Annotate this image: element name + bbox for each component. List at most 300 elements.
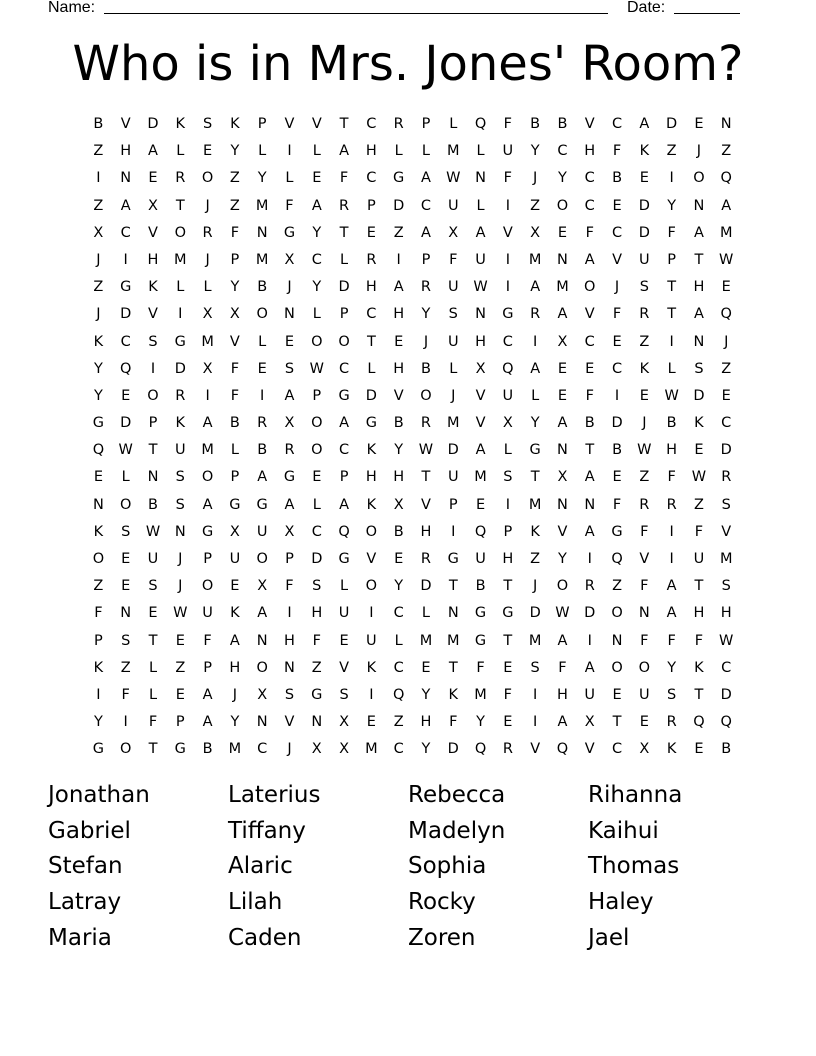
grid-letter[interactable]: W — [446, 170, 461, 187]
grid-letter[interactable]: D — [447, 741, 460, 758]
grid-letter[interactable]: A — [475, 224, 487, 241]
grid-letter[interactable]: C — [339, 360, 350, 377]
grid-letter[interactable]: D — [638, 197, 651, 214]
grid-letter[interactable]: M — [528, 251, 542, 268]
grid-letter[interactable]: S — [503, 469, 513, 486]
grid-letter[interactable]: D — [611, 415, 624, 432]
grid-letter[interactable]: Q — [119, 360, 132, 377]
grid-letter[interactable]: O — [611, 659, 624, 676]
grid-letter[interactable]: Y — [558, 170, 568, 187]
grid-letter[interactable]: V — [311, 116, 323, 132]
grid-letter[interactable]: A — [475, 442, 487, 459]
grid-letter[interactable]: E — [121, 387, 131, 404]
grid-letter[interactable]: Q — [474, 116, 487, 132]
grid-letter[interactable]: A — [693, 306, 705, 323]
grid-letter[interactable]: S — [202, 116, 213, 132]
grid-letter[interactable]: Y — [230, 714, 240, 731]
grid-letter[interactable]: I — [96, 170, 102, 187]
grid-letter[interactable]: C — [611, 741, 623, 758]
grid-letter[interactable]: K — [175, 116, 186, 132]
grid-letter[interactable]: Z — [693, 496, 705, 513]
grid-letter[interactable]: L — [531, 387, 540, 404]
grid-letter[interactable]: M — [528, 496, 542, 513]
grid-letter[interactable]: Q — [338, 523, 351, 540]
grid-letter[interactable]: H — [720, 605, 733, 622]
grid-letter[interactable]: W — [118, 442, 134, 459]
grid-letter[interactable]: W — [664, 387, 680, 404]
grid-letter[interactable]: C — [339, 442, 350, 459]
grid-letter[interactable]: G — [92, 741, 105, 758]
grid-letter[interactable]: L — [258, 333, 267, 350]
grid-letter[interactable]: X — [284, 251, 295, 268]
grid-letter[interactable]: T — [148, 741, 158, 758]
grid-letter[interactable]: G — [338, 551, 351, 567]
grid-letter[interactable]: D — [420, 578, 433, 595]
grid-letter[interactable]: L — [476, 143, 486, 160]
grid-letter[interactable]: F — [94, 605, 104, 622]
grid-letter[interactable]: N — [256, 714, 269, 731]
grid-letter[interactable]: A — [202, 496, 214, 513]
grid-letter[interactable]: L — [367, 360, 376, 377]
grid-letter[interactable]: A — [557, 415, 568, 432]
grid-letter[interactable]: Z — [530, 197, 541, 214]
grid-letter[interactable]: G — [529, 442, 542, 459]
grid-letter[interactable]: D — [311, 551, 323, 567]
grid-letter[interactable]: G — [447, 551, 460, 567]
grid-letter[interactable]: F — [339, 170, 349, 187]
grid-letter[interactable]: K — [230, 116, 241, 132]
grid-letter[interactable]: N — [120, 605, 132, 622]
grid-letter[interactable]: D — [720, 442, 733, 459]
grid-letter[interactable]: R — [721, 469, 732, 486]
grid-letter[interactable]: N — [256, 224, 269, 241]
grid-letter[interactable]: B — [393, 523, 405, 540]
grid-letter[interactable]: D — [147, 116, 160, 132]
grid-letter[interactable]: K — [639, 143, 650, 160]
grid-letter[interactable]: A — [421, 170, 432, 187]
grid-letter[interactable]: U — [639, 686, 651, 703]
grid-letter[interactable]: I — [669, 523, 675, 540]
grid-letter[interactable]: N — [447, 605, 460, 622]
grid-letter[interactable]: F — [667, 469, 677, 486]
grid-letter[interactable]: Z — [721, 143, 732, 160]
grid-letter[interactable]: Q — [502, 360, 515, 377]
grid-letter[interactable]: T — [503, 578, 513, 595]
grid-letter[interactable]: G — [474, 632, 487, 649]
grid-letter[interactable]: S — [312, 578, 322, 595]
grid-letter[interactable]: U — [447, 197, 460, 214]
grid-letter[interactable]: L — [176, 279, 185, 296]
grid-letter[interactable]: I — [123, 714, 129, 731]
grid-letter[interactable]: R — [666, 714, 678, 731]
grid-letter[interactable]: R — [202, 224, 214, 241]
grid-letter[interactable]: M — [447, 632, 461, 649]
grid-letter[interactable]: G — [174, 741, 187, 758]
grid-letter[interactable]: A — [202, 714, 214, 731]
grid-letter[interactable]: I — [505, 496, 511, 513]
grid-letter[interactable]: U — [693, 551, 705, 567]
grid-letter[interactable]: L — [148, 686, 158, 703]
grid-letter[interactable]: A — [393, 279, 405, 296]
grid-letter[interactable]: H — [147, 251, 159, 268]
grid-letter[interactable]: U — [202, 605, 214, 622]
grid-letter[interactable]: A — [639, 116, 650, 132]
grid-letter[interactable]: X — [202, 306, 214, 323]
grid-letter[interactable]: O — [147, 387, 160, 404]
grid-letter[interactable]: H — [475, 333, 487, 350]
grid-letter[interactable]: F — [203, 632, 213, 649]
grid-letter[interactable]: S — [721, 496, 732, 513]
grid-letter[interactable]: P — [339, 306, 349, 323]
grid-letter[interactable]: E — [612, 197, 623, 214]
grid-letter[interactable]: O — [611, 605, 624, 622]
grid-letter[interactable]: X — [311, 741, 323, 758]
grid-letter[interactable]: A — [530, 279, 541, 296]
grid-letter[interactable]: F — [121, 686, 131, 703]
grid-letter[interactable]: G — [201, 523, 214, 540]
grid-letter[interactable]: J — [287, 741, 293, 758]
grid-letter[interactable]: K — [666, 741, 677, 758]
grid-letter[interactable]: K — [230, 605, 241, 622]
grid-letter[interactable]: E — [612, 333, 623, 350]
grid-letter[interactable]: Y — [394, 578, 404, 595]
grid-letter[interactable]: M — [556, 279, 570, 296]
grid-letter[interactable]: R — [502, 741, 514, 758]
grid-letter[interactable]: O — [584, 279, 596, 296]
grid-letter[interactable]: B — [93, 116, 104, 132]
grid-letter[interactable]: I — [505, 197, 511, 214]
grid-letter[interactable]: J — [287, 279, 293, 296]
grid-letter[interactable]: N — [174, 523, 187, 540]
grid-letter[interactable]: F — [476, 659, 486, 676]
grid-letter[interactable]: O — [365, 523, 378, 540]
grid-letter[interactable]: T — [339, 116, 349, 132]
grid-letter[interactable]: I — [669, 170, 675, 187]
grid-letter[interactable]: E — [421, 659, 432, 676]
grid-letter[interactable]: K — [530, 523, 541, 540]
grid-letter[interactable]: O — [174, 224, 187, 241]
grid-letter[interactable]: N — [720, 116, 733, 132]
grid-letter[interactable]: E — [694, 116, 705, 132]
grid-letter[interactable]: J — [178, 551, 183, 567]
grid-letter[interactable]: G — [338, 387, 351, 404]
grid-letter[interactable]: U — [447, 469, 460, 486]
grid-letter[interactable]: Q — [92, 442, 105, 459]
grid-letter[interactable]: F — [148, 714, 158, 731]
grid-letter[interactable]: A — [584, 523, 596, 540]
grid-letter[interactable]: U — [447, 333, 460, 350]
grid-letter[interactable]: P — [503, 523, 513, 540]
grid-letter[interactable]: T — [503, 632, 513, 649]
grid-letter[interactable]: V — [148, 306, 159, 323]
grid-letter[interactable]: U — [147, 551, 159, 567]
grid-letter[interactable]: H — [311, 605, 323, 622]
grid-letter[interactable]: I — [669, 333, 675, 350]
grid-letter[interactable]: D — [693, 387, 706, 404]
grid-letter[interactable]: C — [393, 659, 405, 676]
grid-letter[interactable]: U — [447, 279, 460, 296]
grid-letter[interactable]: G — [283, 469, 296, 486]
grid-letter[interactable]: T — [694, 686, 704, 703]
grid-letter[interactable]: Z — [393, 714, 405, 731]
grid-letter[interactable]: B — [475, 578, 487, 595]
grid-letter[interactable]: E — [475, 496, 486, 513]
grid-letter[interactable]: Y — [421, 741, 431, 758]
grid-letter[interactable]: X — [339, 741, 350, 758]
grid-letter[interactable]: E — [148, 170, 159, 187]
grid-letter[interactable]: R — [393, 116, 405, 132]
grid-letter[interactable]: X — [93, 224, 104, 241]
grid-letter[interactable]: W — [637, 442, 652, 459]
grid-letter[interactable]: U — [475, 551, 487, 567]
grid-letter[interactable]: X — [584, 714, 596, 731]
grid-letter[interactable]: A — [339, 143, 350, 160]
grid-letter[interactable]: I — [150, 360, 156, 377]
grid-letter[interactable]: U — [475, 251, 487, 268]
grid-letter[interactable]: F — [230, 224, 240, 241]
grid-letter[interactable]: W — [719, 632, 734, 649]
grid-letter[interactable]: I — [614, 387, 620, 404]
grid-letter[interactable]: V — [530, 741, 541, 758]
grid-letter[interactable]: H — [120, 143, 132, 160]
grid-letter[interactable]: H — [693, 605, 705, 622]
grid-letter[interactable]: A — [311, 197, 323, 214]
grid-letter[interactable]: T — [175, 197, 186, 214]
grid-letter[interactable]: V — [229, 333, 241, 350]
grid-letter[interactable]: H — [393, 306, 405, 323]
grid-letter[interactable]: N — [311, 714, 323, 731]
grid-letter[interactable]: I — [260, 387, 265, 404]
grid-letter[interactable]: Q — [556, 741, 569, 758]
grid-letter[interactable]: E — [203, 143, 213, 160]
grid-letter[interactable]: A — [202, 686, 214, 703]
grid-letter[interactable]: G — [365, 415, 378, 432]
grid-letter[interactable]: H — [420, 714, 432, 731]
grid-letter[interactable]: N — [147, 469, 159, 486]
grid-letter[interactable]: E — [148, 605, 159, 622]
grid-letter[interactable]: C — [611, 224, 623, 241]
grid-letter[interactable]: I — [587, 551, 593, 567]
grid-letter[interactable]: M — [255, 197, 269, 214]
grid-letter[interactable]: T — [530, 469, 541, 486]
grid-letter[interactable]: Y — [667, 197, 677, 214]
grid-letter[interactable]: L — [312, 306, 322, 323]
grid-letter[interactable]: O — [556, 197, 569, 214]
grid-letter[interactable]: P — [421, 251, 431, 268]
grid-letter[interactable]: F — [640, 578, 649, 595]
grid-letter[interactable]: T — [339, 224, 349, 241]
grid-letter[interactable]: A — [584, 251, 596, 268]
grid-letter[interactable]: B — [257, 442, 268, 459]
grid-letter[interactable]: L — [121, 469, 131, 486]
grid-letter[interactable]: F — [694, 523, 704, 540]
grid-letter[interactable]: O — [92, 551, 105, 567]
grid-letter[interactable]: A — [284, 496, 295, 513]
grid-letter[interactable]: E — [694, 442, 705, 459]
grid-letter[interactable]: H — [393, 360, 405, 377]
grid-letter[interactable]: Z — [393, 224, 405, 241]
grid-letter[interactable]: C — [311, 523, 323, 540]
grid-letter[interactable]: X — [448, 224, 459, 241]
grid-letter[interactable]: H — [365, 469, 378, 486]
grid-letter[interactable]: D — [338, 279, 351, 296]
grid-letter[interactable]: I — [287, 605, 293, 622]
grid-letter[interactable]: B — [557, 116, 568, 132]
grid-letter[interactable]: C — [366, 116, 377, 132]
grid-letter[interactable]: D — [720, 686, 733, 703]
grid-letter[interactable]: A — [530, 360, 541, 377]
grid-letter[interactable]: J — [533, 170, 538, 187]
grid-letter[interactable]: I — [505, 279, 511, 296]
grid-letter[interactable]: B — [229, 415, 241, 432]
grid-letter[interactable]: S — [148, 333, 159, 350]
grid-letter[interactable]: A — [557, 306, 568, 323]
grid-letter[interactable]: H — [229, 659, 241, 676]
grid-letter[interactable]: N — [638, 605, 651, 622]
grid-letter[interactable]: V — [612, 251, 623, 268]
grid-letter[interactable]: V — [502, 224, 514, 241]
grid-letter[interactable]: C — [584, 170, 596, 187]
grid-letter[interactable]: S — [448, 306, 459, 323]
grid-letter[interactable]: D — [584, 605, 596, 622]
grid-letter[interactable]: F — [640, 632, 649, 649]
grid-letter[interactable]: K — [366, 496, 377, 513]
grid-letter[interactable]: J — [96, 306, 102, 323]
grid-letter[interactable]: Y — [421, 306, 431, 323]
grid-letter[interactable]: L — [449, 360, 458, 377]
grid-letter[interactable]: C — [721, 415, 732, 432]
grid-letter[interactable]: O — [119, 496, 132, 513]
grid-letter[interactable]: A — [584, 659, 596, 676]
grid-letter[interactable]: G — [283, 224, 296, 241]
grid-letter[interactable]: F — [667, 632, 677, 649]
grid-letter[interactable]: W — [555, 605, 571, 622]
grid-letter[interactable]: J — [178, 578, 183, 595]
grid-letter[interactable]: R — [257, 415, 268, 432]
grid-letter[interactable]: T — [448, 659, 459, 676]
grid-letter[interactable]: N — [475, 170, 487, 187]
grid-letter[interactable]: L — [285, 170, 295, 187]
grid-letter[interactable]: N — [693, 197, 705, 214]
grid-letter[interactable]: U — [338, 605, 350, 622]
grid-letter[interactable]: O — [256, 306, 269, 323]
grid-letter[interactable]: I — [669, 551, 675, 567]
grid-letter[interactable]: F — [503, 170, 513, 187]
grid-letter[interactable]: C — [611, 116, 623, 132]
grid-letter[interactable]: P — [230, 251, 240, 268]
grid-letter[interactable]: E — [639, 387, 650, 404]
grid-letter[interactable]: O — [256, 659, 269, 676]
grid-letter[interactable]: M — [719, 551, 733, 567]
grid-letter[interactable]: P — [448, 496, 459, 513]
grid-letter[interactable]: W — [309, 360, 325, 377]
grid-letter[interactable]: J — [724, 333, 729, 350]
grid-letter[interactable]: D — [365, 387, 378, 404]
grid-letter[interactable]: A — [666, 605, 678, 622]
grid-letter[interactable]: O — [201, 469, 214, 486]
grid-letter[interactable]: S — [175, 496, 186, 513]
grid-letter[interactable]: M — [474, 469, 488, 486]
grid-letter[interactable]: B — [202, 741, 214, 758]
grid-letter[interactable]: C — [311, 251, 323, 268]
grid-letter[interactable]: E — [612, 469, 623, 486]
grid-letter[interactable]: N — [584, 496, 596, 513]
grid-letter[interactable]: V — [339, 659, 350, 676]
grid-letter[interactable]: R — [639, 496, 650, 513]
grid-letter[interactable]: X — [257, 686, 268, 703]
grid-letter[interactable]: Z — [93, 143, 104, 160]
grid-letter[interactable]: Y — [230, 143, 240, 160]
grid-letter[interactable]: K — [694, 659, 705, 676]
grid-letter[interactable]: H — [584, 143, 596, 160]
grid-letter[interactable]: E — [121, 551, 131, 567]
grid-letter[interactable]: Y — [667, 659, 677, 676]
grid-letter[interactable]: Q — [693, 714, 706, 731]
grid-letter[interactable]: K — [366, 442, 377, 459]
grid-letter[interactable]: Y — [421, 686, 431, 703]
grid-letter[interactable]: B — [666, 415, 678, 432]
grid-letter[interactable]: F — [612, 143, 622, 160]
grid-letter[interactable]: H — [693, 279, 705, 296]
grid-letter[interactable]: Z — [530, 551, 541, 567]
grid-letter[interactable]: D — [120, 415, 132, 432]
grid-letter[interactable]: G — [474, 605, 487, 622]
grid-letter[interactable]: E — [175, 686, 186, 703]
grid-letter[interactable]: Z — [175, 659, 186, 676]
grid-letter[interactable]: G — [393, 170, 405, 187]
grid-letter[interactable]: C — [611, 360, 623, 377]
grid-letter[interactable]: W — [418, 442, 434, 459]
grid-letter[interactable]: Q — [720, 306, 733, 323]
grid-letter[interactable]: E — [503, 714, 513, 731]
grid-letter[interactable]: O — [256, 551, 269, 567]
grid-letter[interactable]: N — [557, 496, 569, 513]
grid-letter[interactable]: O — [201, 578, 214, 595]
grid-letter[interactable]: Z — [93, 197, 104, 214]
grid-letter[interactable]: F — [230, 387, 240, 404]
grid-letter[interactable]: U — [502, 143, 514, 160]
grid-letter[interactable]: A — [202, 415, 214, 432]
grid-letter[interactable]: B — [257, 279, 268, 296]
grid-letter[interactable]: L — [449, 116, 458, 132]
grid-letter[interactable]: V — [475, 387, 487, 404]
grid-letter[interactable]: X — [502, 415, 514, 432]
grid-letter[interactable]: P — [230, 469, 240, 486]
grid-letter[interactable]: B — [612, 442, 623, 459]
grid-letter[interactable]: E — [230, 578, 240, 595]
grid-letter[interactable]: B — [530, 116, 541, 132]
grid-letter[interactable]: I — [533, 333, 538, 350]
grid-letter[interactable]: A — [557, 714, 568, 731]
grid-letter[interactable]: V — [639, 551, 650, 567]
grid-letter[interactable]: T — [694, 251, 704, 268]
grid-letter[interactable]: B — [584, 415, 596, 432]
grid-letter[interactable]: O — [311, 442, 323, 459]
grid-letter[interactable]: I — [369, 605, 374, 622]
grid-letter[interactable]: D — [393, 197, 405, 214]
grid-letter[interactable]: E — [503, 659, 513, 676]
grid-letter[interactable]: M — [201, 442, 215, 459]
grid-letter[interactable]: F — [612, 306, 622, 323]
grid-letter[interactable]: L — [148, 659, 158, 676]
grid-letter[interactable]: P — [175, 714, 186, 731]
grid-letter[interactable]: S — [284, 360, 295, 377]
grid-letter[interactable]: S — [721, 578, 732, 595]
grid-letter[interactable]: A — [584, 469, 596, 486]
grid-letter[interactable]: I — [178, 306, 183, 323]
grid-letter[interactable]: Q — [474, 523, 487, 540]
grid-letter[interactable]: P — [421, 116, 431, 132]
